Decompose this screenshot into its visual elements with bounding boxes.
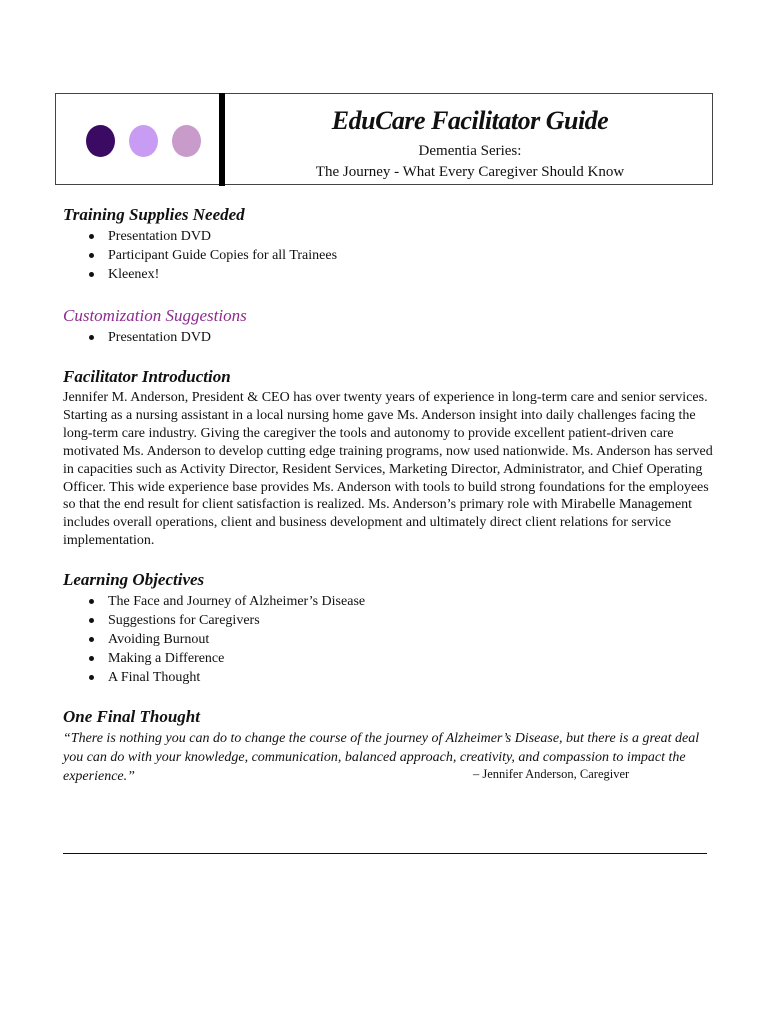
supplies-list — [63, 227, 713, 284]
final-thought-heading: One Final Thought — [63, 707, 200, 727]
introduction-section — [63, 365, 713, 550]
lavender-dot-icon — [129, 125, 158, 157]
quote-attribution: – Jennifer Anderson, Caregiver — [473, 767, 630, 782]
objectives-heading: Learning Objectives — [63, 570, 205, 590]
document-subtitle: The Journey - What Every Caregiver Should Know — [315, 164, 625, 180]
list-item: Making a Difference — [108, 649, 713, 668]
dark-purple-dot-icon — [86, 125, 115, 157]
objectives-section — [63, 568, 713, 687]
supplies-section — [63, 203, 713, 284]
header-text — [228, 94, 712, 184]
document-title: EduCare Facilitator Guide — [331, 106, 609, 135]
list-item: Participant Guide Copies for all Trainees — [108, 246, 713, 265]
horizontal-rule — [63, 853, 707, 854]
series-label: Dementia Series: — [418, 143, 522, 159]
customization-list — [63, 328, 713, 347]
introduction-heading: Facilitator Introduction — [63, 367, 231, 386]
objectives-list — [63, 592, 713, 687]
list-item: A Final Thought — [108, 668, 713, 687]
logo — [56, 94, 222, 184]
supplies-heading: Training Supplies Needed — [63, 205, 245, 224]
list-item: The Face and Journey of Alzheimer’s Disease — [108, 592, 713, 611]
mauve-dot-icon — [172, 125, 201, 157]
customization-heading: Customization Suggestions — [63, 306, 247, 325]
document-body — [63, 203, 713, 805]
header-box — [55, 93, 713, 185]
list-item: Presentation DVD — [108, 328, 713, 347]
list-item: Presentation DVD — [108, 227, 713, 246]
list-item: Avoiding Burnout — [108, 630, 713, 649]
final-thought-section — [63, 705, 713, 786]
list-item: Kleenex! — [108, 265, 713, 284]
header-divider — [219, 93, 225, 186]
customization-section — [63, 304, 713, 347]
quote-text: “There is nothing you can do to change the course of the journey of Alzheimer’s Disease, but there is a great deal you can do with your knowledge, communication, balanced approach, creativity, and compassion to impact the experience.” — [63, 731, 700, 785]
list-item: Suggestions for Caregivers — [108, 611, 713, 630]
introduction-text: Jennifer M. Anderson, President & CEO has over twenty years of experience in long-term care and senior services. Starting as a nursing assistant in a local nursing home gave Ms. Anderson insight into daily challenges facing the long-term care industry. Giving the caregiver the tools and autonomy to provide excellent patient-driven care motivated Ms. Anderson to develop cutting edge training programs, now used nationwide. Ms. Anderson has served in capacities such as Activity Director, Resident Services, Marketing Director, Administrator, and Chief Operating Officer. This wide experience base provides Ms. Anderson with tools to build strong foundations for the employees so that the end result for client satisfaction is realized. Ms. Anderson’s primary role with Mirabelle Management includes overall operations, client and business development and ultimately direct client relations for service implementation. — [63, 390, 713, 549]
